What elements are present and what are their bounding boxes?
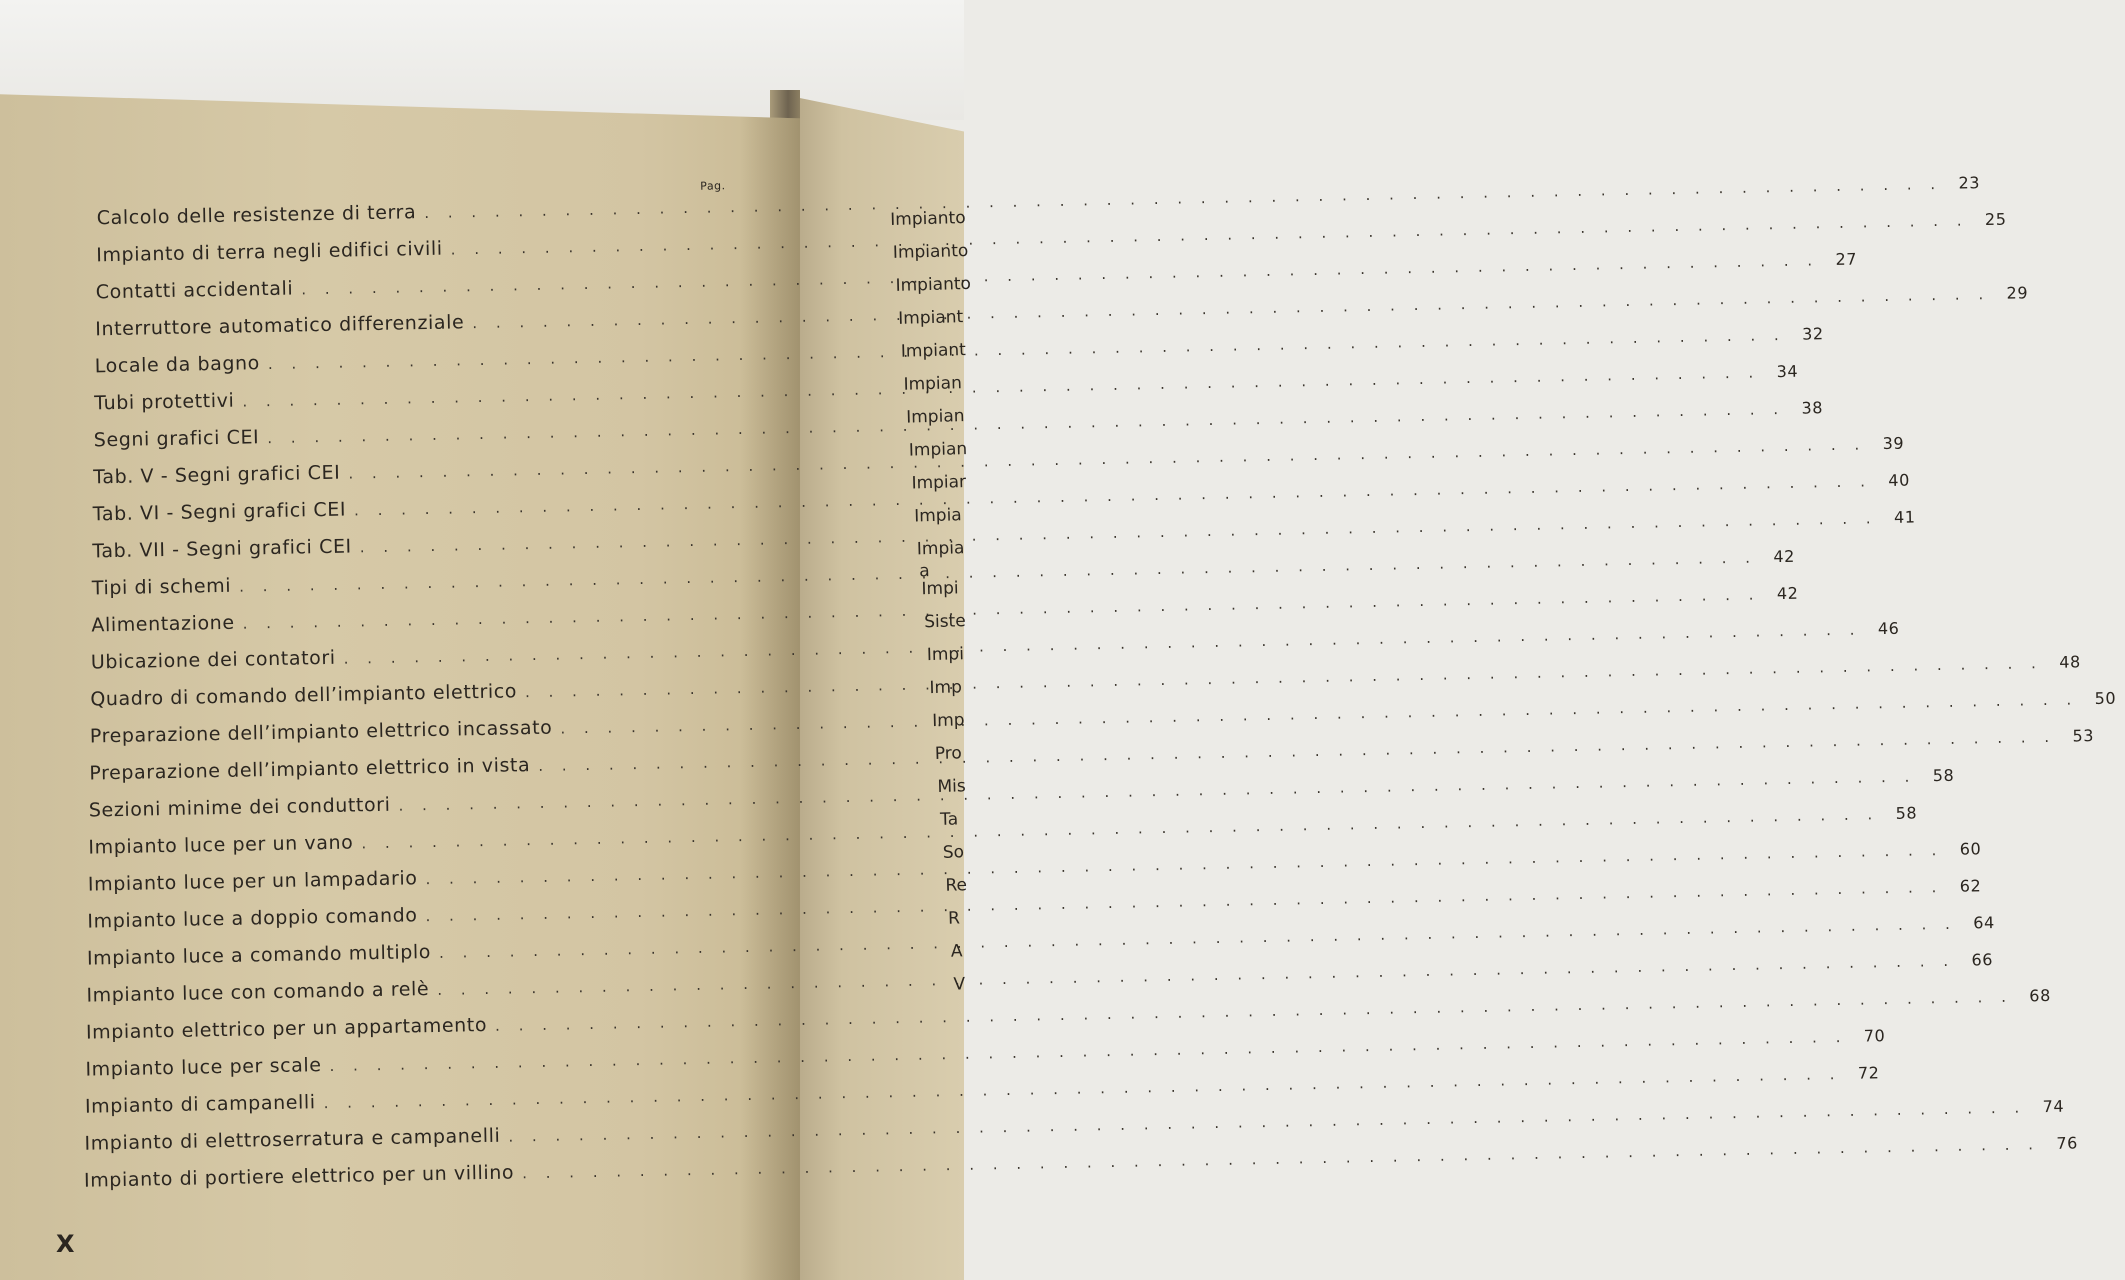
toc-entry-page: 64 xyxy=(1973,912,1996,933)
right-page-line: Impiant xyxy=(897,307,964,329)
toc-entry-page: 40 xyxy=(1888,470,1911,490)
right-page-line: So xyxy=(942,842,965,863)
toc-entry-title: Interruttore automatico differenziale xyxy=(95,311,465,341)
right-page-line: Ta xyxy=(939,809,959,830)
toc-entry-page: 48 xyxy=(2059,652,2082,672)
toc-entry-title: Impianto luce a comando multiplo xyxy=(86,941,432,970)
right-page-line: Impian xyxy=(903,373,963,395)
toc-entry-page: 27 xyxy=(1835,249,1858,269)
toc-entry-title: Ubicazione dei contatori xyxy=(90,646,336,674)
right-page-line: Impian xyxy=(908,439,968,461)
toc-entry-title: Impianto luce per un lampadario xyxy=(87,867,418,896)
toc-entry-title: Tab. VII - Segni grafici CEI xyxy=(92,535,352,563)
right-page-line: Re xyxy=(945,875,968,896)
toc-entry-page: 53 xyxy=(2072,726,2095,746)
toc-entry-title: Impianto di terra negli edifici civili xyxy=(96,237,443,267)
toc-entry-title: Tipi di schemi xyxy=(91,574,232,600)
toc-entry-page: 58 xyxy=(1895,803,1918,823)
toc-entry-page: 39 xyxy=(1882,433,1905,454)
toc-entry-title: Locale da bagno xyxy=(94,352,261,378)
toc-entry-page: 62 xyxy=(1959,876,1982,896)
right-page-line: Imp xyxy=(929,677,963,699)
right-page-line: Impianto xyxy=(892,240,969,263)
toc-entry-page: 41 xyxy=(1893,507,1916,527)
toc-entry-page: 25 xyxy=(1984,209,2007,230)
toc-entry-page: 42 xyxy=(1776,583,1799,604)
toc-entry-page: 38 xyxy=(1801,398,1824,418)
right-page-line: a xyxy=(919,561,930,582)
right-page-line: Impian xyxy=(905,406,965,428)
toc-entry-title: Impianto di campanelli xyxy=(84,1091,316,1118)
right-page-line: V xyxy=(953,974,966,995)
right-page-line: Impianto xyxy=(895,273,972,296)
toc-entry-page: 32 xyxy=(1801,324,1824,344)
right-page-line: Impiant xyxy=(900,340,967,362)
toc-entry-title: Impianto luce con comando a relè xyxy=(86,978,430,1007)
toc-entry-page: 29 xyxy=(2006,283,2029,303)
toc-entry-title: Tab. V - Segni grafici CEI xyxy=(93,461,341,489)
right-page-line: Imp xyxy=(931,710,965,732)
toc-entry-title: Impianto di portiere elettrico per un villino xyxy=(83,1161,515,1192)
toc-entry-title: Alimentazione xyxy=(91,611,235,637)
toc-entry-title: Preparazione dell’impianto elettrico in vista xyxy=(89,754,531,785)
toc-entry-page: 70 xyxy=(1863,1026,1886,1046)
toc-entry-title: Tab. VI - Segni grafici CEI xyxy=(92,498,347,526)
toc-entry-title: Tubi protettivi xyxy=(94,389,235,415)
toc-entry-title: Quadro di comando dell’impianto elettrico xyxy=(90,680,518,711)
right-page-line: Impi xyxy=(921,578,959,600)
right-page-line: Pro xyxy=(934,743,963,765)
toc-entry-title: Segni grafici CEI xyxy=(93,426,260,452)
toc-entry-title: Impianto luce per un vano xyxy=(88,831,354,859)
right-page-line: Siste xyxy=(923,611,966,633)
toc-entry-page: 74 xyxy=(2042,1096,2065,1117)
right-page-line: Impianto xyxy=(890,208,966,230)
toc-entry-page: 68 xyxy=(2029,985,2052,1006)
toc-entry-page: 23 xyxy=(1958,173,1981,193)
toc-entry-page: 34 xyxy=(1776,361,1799,382)
toc-entry-page: 50 xyxy=(2094,688,2117,709)
right-page-line: Impi xyxy=(926,644,965,666)
toc-entry-page: 72 xyxy=(1857,1063,1880,1083)
toc-entry-title: Impianto di elettroserratura e campanelli xyxy=(84,1124,501,1155)
toc-entry-title: Calcolo delle resistenze di terra xyxy=(96,201,417,230)
toc-entry-title: Impianto luce per scale xyxy=(85,1054,322,1081)
toc-entry-page: 60 xyxy=(1959,839,1982,859)
toc-entry-page: 58 xyxy=(1932,765,1955,786)
toc-entry-page: 46 xyxy=(1877,618,1900,639)
right-page-line: R xyxy=(947,908,961,929)
toc-entry-page: 42 xyxy=(1773,546,1796,567)
right-page-line: Impia xyxy=(916,538,965,560)
right-page-line: Impiar xyxy=(911,472,967,494)
right-page-line: Mis xyxy=(937,776,967,797)
page-column-header: Pag. xyxy=(700,179,726,193)
right-page-line: Impia xyxy=(913,505,962,527)
toc-entry-page: 66 xyxy=(1971,950,1994,970)
toc-entry-page: 76 xyxy=(2056,1133,2079,1153)
right-page-line: A xyxy=(950,941,963,962)
page-number-roman: X xyxy=(56,1230,75,1258)
toc-entry-title: Preparazione dell’impianto elettrico incassato xyxy=(89,716,553,748)
toc-entry-title: Sezioni minime dei conduttori xyxy=(88,793,391,822)
toc-entry-title: Impianto elettrico per un appartamento xyxy=(85,1013,488,1044)
toc-entry-title: Impianto luce a doppio comando xyxy=(87,904,418,933)
toc-entry-title: Contatti accidentali xyxy=(95,277,294,304)
